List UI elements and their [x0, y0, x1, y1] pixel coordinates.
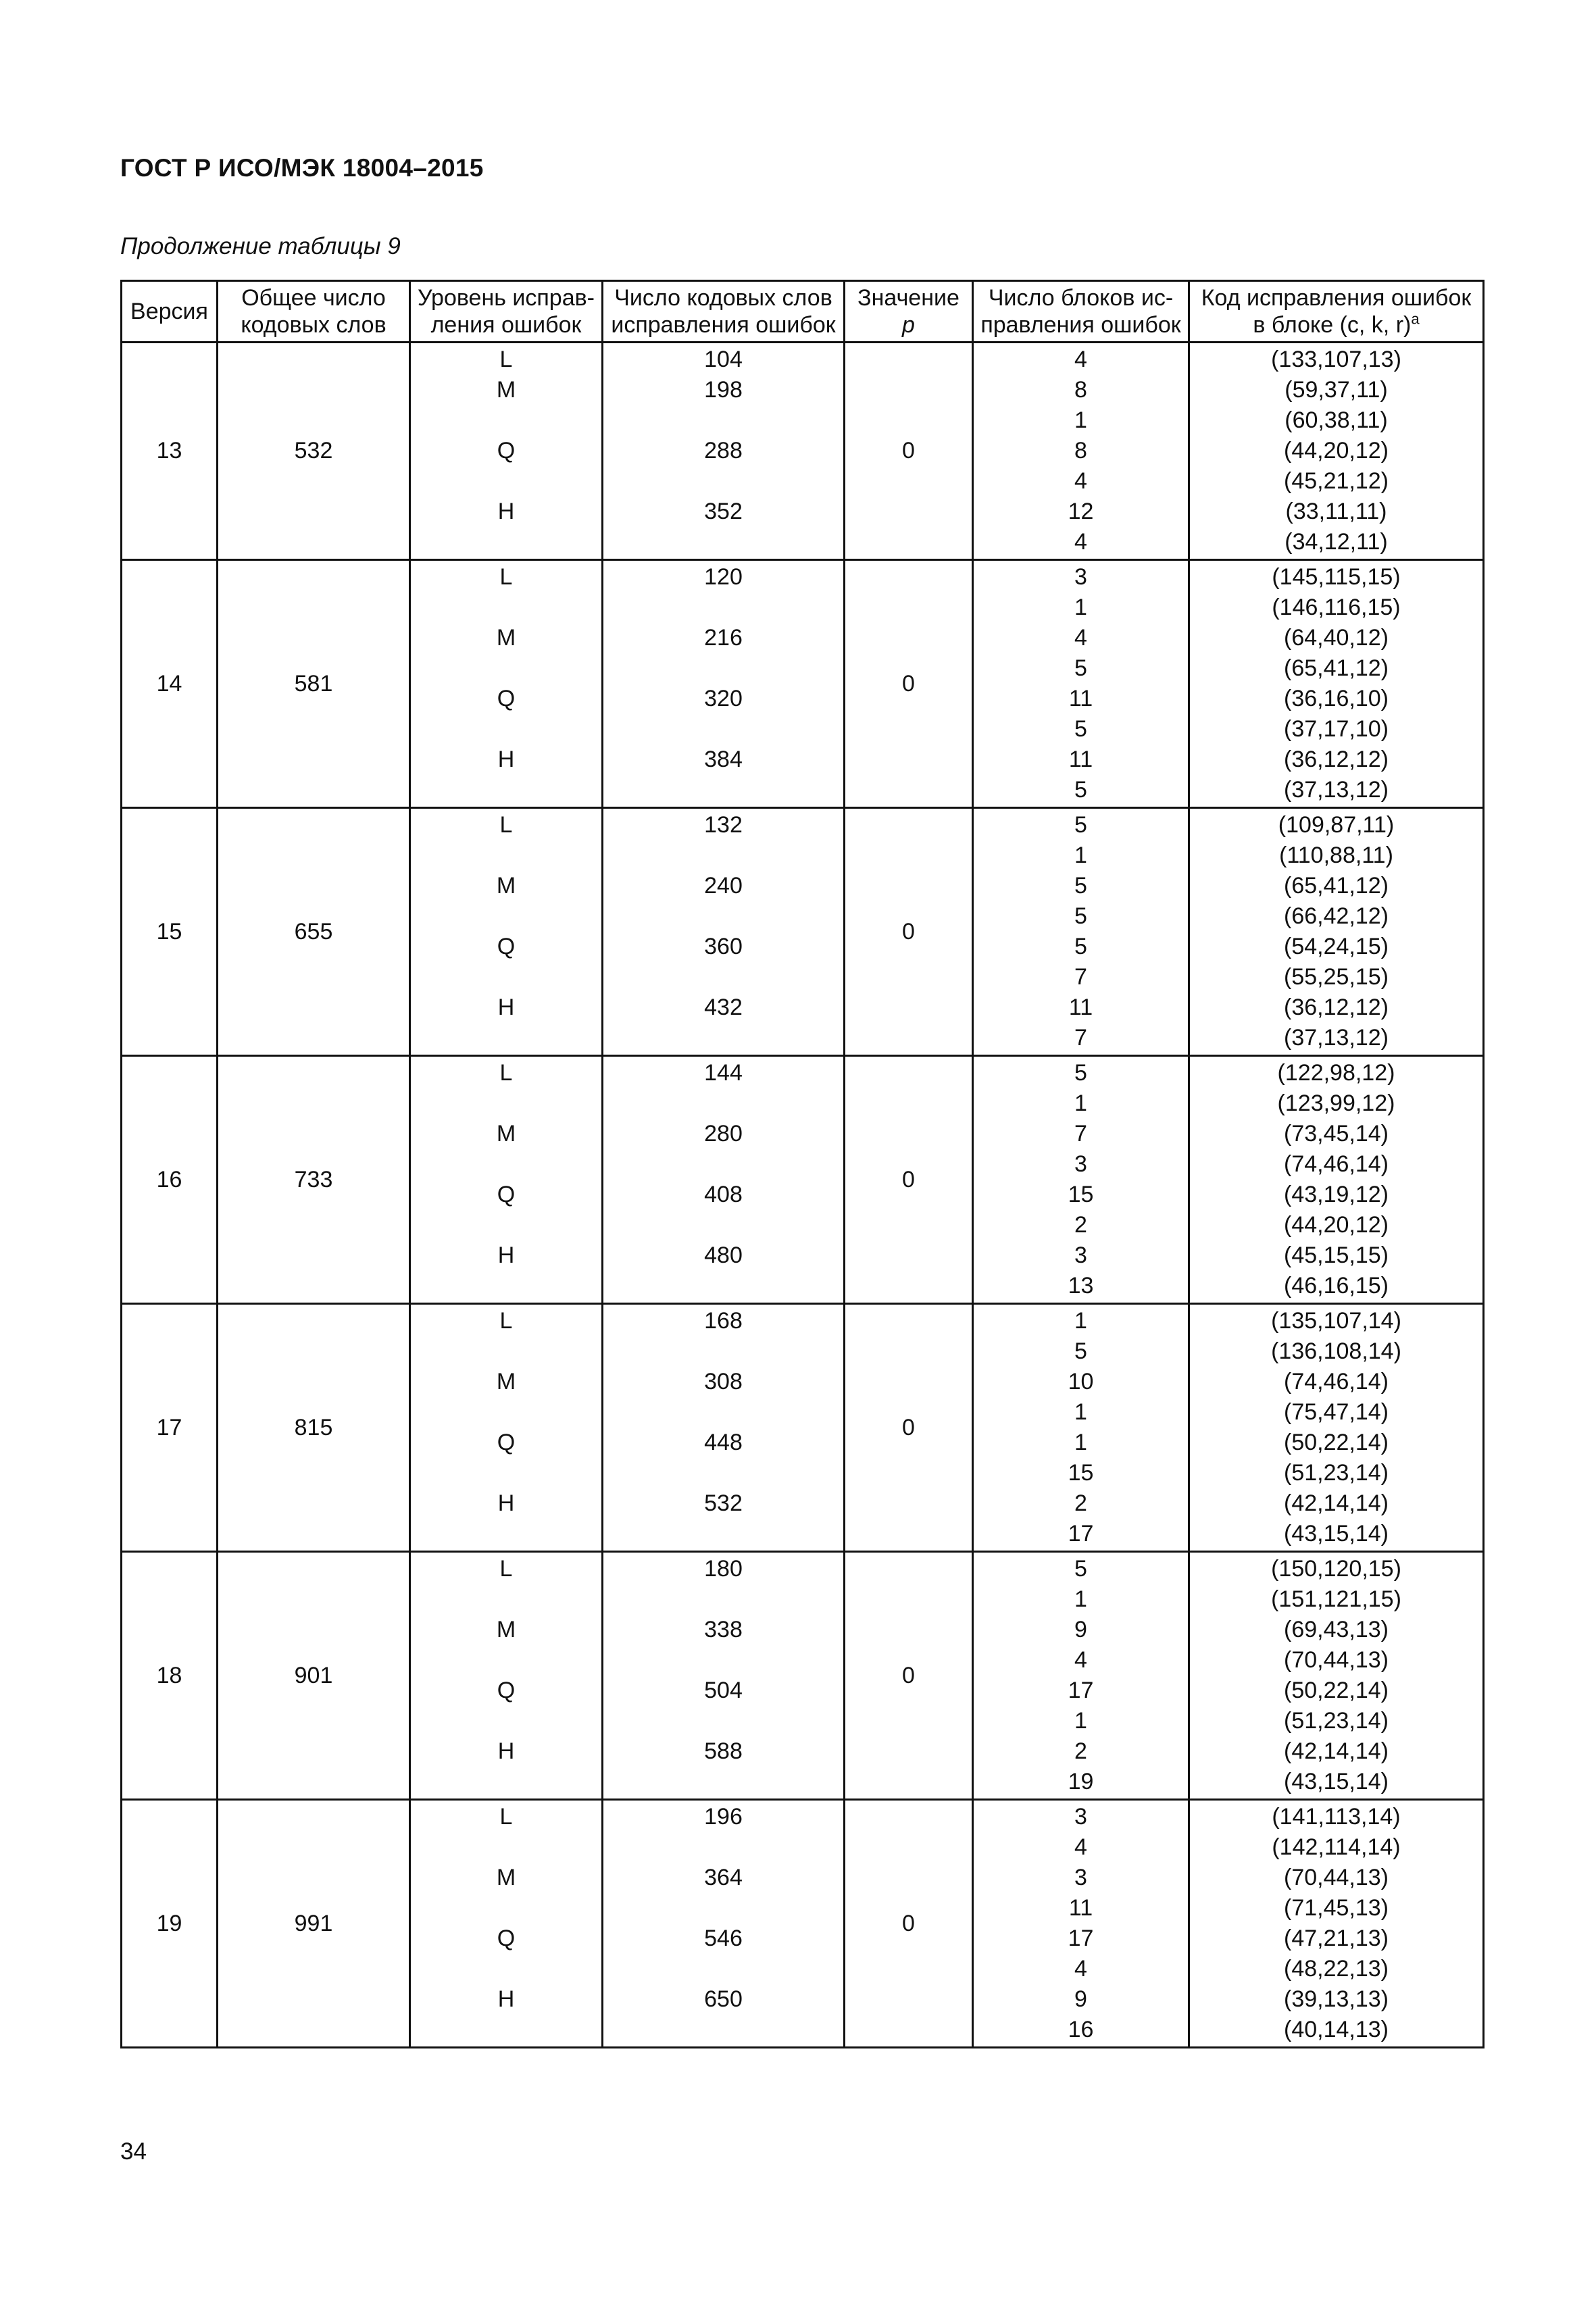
ec-block-code: (43,15,14)	[1284, 1769, 1389, 1794]
ec-block-count: 11	[1068, 686, 1093, 711]
cell-p-value: 0	[845, 560, 973, 808]
ec-level-value	[411, 1706, 601, 1736]
col-header-p-value: Значение p	[845, 281, 973, 343]
ec-codewords-value	[603, 1832, 843, 1863]
ec-level-value	[411, 901, 601, 932]
cell-ec-levels	[410, 1800, 603, 2048]
ec-block-code: (71,45,13)	[1284, 1895, 1389, 1921]
cell-ec-blocks	[973, 1552, 1189, 1800]
ec-block-code: (145,115,15)	[1272, 564, 1401, 590]
cell-ec-codes	[1189, 1304, 1484, 1552]
ec-level-value: H	[497, 1986, 515, 2012]
ec-block-code: (37,17,10)	[1284, 716, 1389, 742]
ec-level-value	[411, 714, 601, 745]
cell-ec-blocks	[973, 343, 1189, 560]
cell-version: 16	[122, 1056, 218, 1304]
ec-block-count: 8	[1074, 377, 1087, 403]
col-header-ec-blocks: Число блоков ис- правления ошибок	[973, 281, 1189, 343]
col-header-ec-level: Уровень исправ- ления ошибок	[410, 281, 603, 343]
ec-codewords-value: 364	[704, 1865, 743, 1890]
ec-level-value: M	[496, 1865, 516, 1890]
ec-level-value	[411, 1271, 601, 1301]
ec-block-count: 3	[1074, 564, 1087, 590]
ec-block-code: (51,23,14)	[1284, 1460, 1389, 1486]
ec-level-value: H	[497, 1738, 515, 1764]
ec-block-code: (70,44,13)	[1284, 1865, 1389, 1890]
ec-codewords-value	[603, 1088, 843, 1119]
ec-level-value	[411, 775, 601, 805]
ec-block-code: (45,21,12)	[1284, 468, 1389, 494]
ec-codewords-value: 308	[704, 1369, 743, 1394]
ec-level-value	[411, 962, 601, 992]
col-header-total-codewords: Общее число кодовых слов	[218, 281, 410, 343]
ec-codewords-value	[603, 1584, 843, 1615]
cell-ec-codes	[1189, 1056, 1484, 1304]
cell-ec-codewords	[603, 1800, 845, 2048]
ec-block-code: (42,14,14)	[1284, 1490, 1389, 1516]
ec-level-value	[411, 593, 601, 623]
col-header-ec-codewords: Число кодовых слов исправления ошибок	[603, 281, 845, 343]
ec-block-count: 11	[1068, 1895, 1093, 1921]
ec-level-value: M	[496, 625, 516, 651]
ec-codewords-value	[603, 714, 843, 745]
ec-codewords-value	[603, 1023, 843, 1053]
ec-block-count: 3	[1074, 1242, 1087, 1268]
ec-block-count: 19	[1068, 1769, 1094, 1794]
ec-block-count: 1	[1074, 1308, 1087, 1334]
cell-ec-levels	[410, 1304, 603, 1552]
ec-codewords-value: 352	[704, 499, 743, 524]
ec-block-code: (73,45,14)	[1284, 1121, 1389, 1147]
ec-codewords-value: 198	[704, 377, 743, 403]
ec-codewords-value: 384	[704, 747, 743, 772]
ec-block-code: (50,22,14)	[1284, 1430, 1389, 1455]
document-header: ГОСТ Р ИСО/МЭК 18004–2015	[120, 154, 484, 182]
ec-level-value: H	[497, 1242, 515, 1268]
ec-level-value	[411, 653, 601, 684]
ec-block-code: (109,87,11)	[1278, 812, 1395, 838]
ec-block-count: 9	[1074, 1986, 1087, 2012]
ec-level-value	[411, 1023, 601, 1053]
ec-block-count: 1	[1074, 407, 1087, 433]
ec-codewords-value: 320	[704, 686, 743, 711]
ec-block-count: 1	[1074, 1090, 1087, 1116]
ec-level-value	[411, 1458, 601, 1488]
ec-block-count: 2	[1074, 1490, 1087, 1516]
page-number: 34	[120, 2138, 147, 2165]
cell-version: 17	[122, 1304, 218, 1552]
ec-block-code: (133,107,13)	[1271, 347, 1401, 372]
ec-block-count: 1	[1074, 1399, 1087, 1425]
ec-level-value: H	[497, 747, 515, 772]
ec-block-code: (122,98,12)	[1277, 1060, 1395, 1086]
ec-block-code: (46,16,15)	[1284, 1273, 1389, 1299]
ec-codewords-value: 240	[704, 873, 743, 899]
cell-ec-codes	[1189, 1800, 1484, 2048]
ec-level-value: L	[499, 1804, 513, 1830]
cell-ec-codewords	[603, 343, 845, 560]
ec-block-code: (48,22,13)	[1284, 1956, 1389, 1982]
ec-level-value: H	[497, 499, 515, 524]
ec-block-code: (150,120,15)	[1271, 1556, 1401, 1582]
ec-block-code: (40,14,13)	[1284, 2017, 1389, 2042]
ec-codewords-value	[603, 1397, 843, 1428]
ec-level-value: H	[497, 1490, 515, 1516]
ec-block-code: (43,15,14)	[1284, 1521, 1389, 1546]
ec-codewords-value	[603, 1767, 843, 1797]
cell-ec-levels	[410, 560, 603, 808]
ec-level-value: Q	[497, 1678, 516, 1703]
ec-block-code: (51,23,14)	[1284, 1708, 1389, 1734]
cell-ec-blocks	[973, 1800, 1189, 2048]
cell-ec-levels	[410, 1056, 603, 1304]
ec-level-value	[411, 1832, 601, 1863]
ec-codewords-value: 180	[704, 1556, 743, 1582]
ec-block-code: (47,21,13)	[1284, 1926, 1389, 1951]
ec-block-count: 10	[1068, 1369, 1094, 1394]
ec-codewords-value	[603, 1271, 843, 1301]
ec-block-code: (42,14,14)	[1284, 1738, 1389, 1764]
ec-codewords-value: 338	[704, 1617, 743, 1642]
cell-ec-blocks	[973, 560, 1189, 808]
table-row	[122, 1304, 1484, 1552]
ec-block-count: 8	[1074, 438, 1087, 463]
ec-codewords-value	[603, 840, 843, 871]
ec-codewords-value: 448	[704, 1430, 743, 1455]
ec-block-count: 17	[1068, 1926, 1094, 1951]
ec-level-value	[411, 1645, 601, 1676]
ec-block-code: (36,12,12)	[1284, 995, 1389, 1020]
cell-p-value: 0	[845, 343, 973, 560]
ec-level-value	[411, 1954, 601, 1984]
ec-block-count: 15	[1068, 1460, 1094, 1486]
col-header-ec-code: Код исправления ошибок в блоке (c, k, r)$^a$	[1189, 281, 1484, 343]
ec-block-count: 11	[1068, 747, 1093, 772]
ec-level-value	[411, 1397, 601, 1428]
ec-level-value	[411, 1088, 601, 1119]
ec-block-count: 5	[1074, 716, 1087, 742]
cell-ec-codes	[1189, 560, 1484, 808]
col-header-version: Версия	[122, 281, 218, 343]
ec-block-count: 17	[1068, 1678, 1094, 1703]
ec-block-code: (142,114,14)	[1272, 1834, 1401, 1860]
ec-block-count: 16	[1068, 2017, 1094, 2042]
ec-block-code: (37,13,12)	[1284, 1025, 1389, 1051]
ec-level-value	[411, 527, 601, 557]
ec-block-count: 5	[1074, 873, 1087, 899]
ec-level-value: M	[496, 377, 516, 403]
ec-codewords-value: 280	[704, 1121, 743, 1147]
ec-codewords-value: 120	[704, 564, 743, 590]
ec-block-code: (74,46,14)	[1284, 1151, 1389, 1177]
ec-block-code: (33,11,11)	[1285, 499, 1387, 524]
ec-level-value: M	[496, 1121, 516, 1147]
ec-block-count: 4	[1074, 625, 1087, 651]
ec-block-count: 11	[1068, 995, 1093, 1020]
cell-version: 18	[122, 1552, 218, 1800]
ec-block-count: 3	[1074, 1804, 1087, 1830]
cell-total-codewords: 815	[218, 1304, 410, 1552]
ec-block-count: 4	[1074, 1647, 1087, 1673]
ec-block-count: 4	[1074, 468, 1087, 494]
ec-codewords-value	[603, 405, 843, 436]
ec-level-value: L	[499, 812, 513, 838]
ec-codewords-value	[603, 1210, 843, 1240]
cell-ec-levels	[410, 1552, 603, 1800]
ec-codewords-value: 216	[704, 625, 743, 651]
table-row	[122, 808, 1484, 1056]
ec-block-count: 5	[1074, 1338, 1087, 1364]
ec-block-count: 15	[1068, 1182, 1094, 1207]
ec-block-count: 2	[1074, 1212, 1087, 1238]
table-row	[122, 1800, 1484, 2048]
ec-codewords-value: 546	[704, 1926, 743, 1951]
ec-block-code: (110,88,11)	[1279, 842, 1393, 868]
ec-block-count: 4	[1074, 529, 1087, 555]
ec-block-count: 5	[1074, 655, 1087, 681]
ec-block-count: 2	[1074, 1738, 1087, 1764]
ec-level-value: Q	[497, 1926, 516, 1951]
ec-block-code: (141,113,14)	[1272, 1804, 1401, 1830]
ec-block-code: (70,44,13)	[1284, 1647, 1389, 1673]
ec-codewords-value: 288	[704, 438, 743, 463]
cell-ec-codewords	[603, 560, 845, 808]
cell-ec-blocks	[973, 1304, 1189, 1552]
ec-codewords-value: 360	[704, 934, 743, 959]
cell-p-value: 0	[845, 808, 973, 1056]
ec-codewords-value	[603, 901, 843, 932]
ec-block-code: (34,12,11)	[1285, 529, 1388, 555]
cell-ec-codewords	[603, 808, 845, 1056]
ec-level-value: Q	[497, 438, 516, 463]
ec-codewords-value	[603, 2015, 843, 2045]
ec-block-count: 1	[1074, 1586, 1087, 1612]
ec-level-value: L	[499, 1556, 513, 1582]
cell-version: 19	[122, 1800, 218, 2048]
ec-block-count: 4	[1074, 1956, 1087, 1982]
cell-p-value: 0	[845, 1304, 973, 1552]
ec-block-count: 4	[1074, 347, 1087, 372]
ec-codewords-value: 408	[704, 1182, 743, 1207]
ec-table	[120, 280, 1485, 2048]
cell-p-value: 0	[845, 1056, 973, 1304]
ec-level-value	[411, 1519, 601, 1549]
ec-codewords-value: 532	[704, 1490, 743, 1516]
ec-block-count: 5	[1074, 903, 1087, 929]
ec-block-count: 7	[1074, 1025, 1087, 1051]
ec-level-value: L	[499, 1308, 513, 1334]
ec-block-code: (146,116,15)	[1272, 595, 1401, 620]
cell-ec-codewords	[603, 1056, 845, 1304]
ec-block-count: 4	[1074, 1834, 1087, 1860]
ec-block-code: (69,43,13)	[1284, 1617, 1389, 1642]
ec-level-value	[411, 2015, 601, 2045]
ec-codewords-value	[603, 1893, 843, 1923]
ec-codewords-value: 588	[704, 1738, 743, 1764]
ec-codewords-value: 650	[704, 1986, 743, 2012]
ec-codewords-value: 168	[704, 1308, 743, 1334]
ec-codewords-value	[603, 1706, 843, 1736]
cell-total-codewords: 991	[218, 1800, 410, 2048]
cell-ec-levels	[410, 343, 603, 560]
ec-block-code: (74,46,14)	[1284, 1369, 1389, 1394]
ec-codewords-value	[603, 1458, 843, 1488]
ec-block-code: (66,42,12)	[1284, 903, 1389, 929]
ec-level-value: Q	[497, 1182, 516, 1207]
ec-block-count: 12	[1068, 499, 1094, 524]
ec-block-code: (136,108,14)	[1271, 1338, 1401, 1364]
ec-block-count: 9	[1074, 1617, 1087, 1642]
cell-p-value: 0	[845, 1800, 973, 2048]
cell-ec-codewords	[603, 1304, 845, 1552]
cell-ec-levels	[410, 808, 603, 1056]
ec-block-code: (44,20,12)	[1284, 438, 1389, 463]
cell-ec-blocks	[973, 808, 1189, 1056]
cell-total-codewords: 532	[218, 343, 410, 560]
ec-block-code: (151,121,15)	[1271, 1586, 1401, 1612]
ec-codewords-value	[603, 1519, 843, 1549]
cell-p-value: 0	[845, 1552, 973, 1800]
cell-ec-blocks	[973, 1056, 1189, 1304]
cell-total-codewords: 581	[218, 560, 410, 808]
ec-block-count: 17	[1068, 1521, 1094, 1546]
ec-level-value	[411, 840, 601, 871]
ec-level-value: Q	[497, 934, 516, 959]
table-row	[122, 1552, 1484, 1800]
cell-total-codewords: 655	[218, 808, 410, 1056]
ec-block-count: 7	[1074, 964, 1087, 990]
ec-level-value: M	[496, 1617, 516, 1642]
ec-block-count: 1	[1074, 595, 1087, 620]
ec-block-code: (123,99,12)	[1277, 1090, 1395, 1116]
ec-block-code: (37,13,12)	[1284, 777, 1389, 803]
ec-codewords-value: 432	[704, 995, 743, 1020]
ec-codewords-value: 196	[704, 1804, 743, 1830]
ec-codewords-value: 104	[704, 347, 743, 372]
cell-total-codewords: 901	[218, 1552, 410, 1800]
ec-block-count: 5	[1074, 934, 1087, 959]
ec-codewords-value	[603, 1149, 843, 1180]
ec-codewords-value	[603, 466, 843, 497]
ec-block-count: 5	[1074, 1060, 1087, 1086]
table-header-row	[122, 281, 1484, 343]
ec-block-code: (54,24,15)	[1284, 934, 1389, 959]
ec-block-count: 7	[1074, 1121, 1087, 1147]
ec-level-value	[411, 1149, 601, 1180]
ec-codewords-value	[603, 593, 843, 623]
ec-block-count: 3	[1074, 1151, 1087, 1177]
ec-codewords-value	[603, 1336, 843, 1367]
ec-codewords-value	[603, 1954, 843, 1984]
ec-codewords-value	[603, 962, 843, 992]
cell-ec-codewords	[603, 1552, 845, 1800]
ec-level-value: H	[497, 995, 515, 1020]
ec-block-code: (55,25,15)	[1284, 964, 1389, 990]
ec-level-value: Q	[497, 1430, 516, 1455]
cell-ec-codes	[1189, 1552, 1484, 1800]
ec-block-code: (50,22,14)	[1284, 1678, 1389, 1703]
ec-block-code: (36,12,12)	[1284, 747, 1389, 772]
ec-level-value: M	[496, 1369, 516, 1394]
ec-codewords-value	[603, 1645, 843, 1676]
ec-codewords-value	[603, 775, 843, 805]
ec-codewords-value	[603, 527, 843, 557]
table-row	[122, 343, 1484, 560]
ec-level-value	[411, 1210, 601, 1240]
table-row	[122, 1056, 1484, 1304]
cell-total-codewords: 733	[218, 1056, 410, 1304]
ec-block-code: (75,47,14)	[1284, 1399, 1389, 1425]
ec-block-code: (65,41,12)	[1284, 655, 1389, 681]
ec-level-value: L	[499, 347, 513, 372]
ec-block-count: 1	[1074, 1708, 1087, 1734]
ec-block-count: 5	[1074, 1556, 1087, 1582]
ec-block-count: 3	[1074, 1865, 1087, 1890]
ec-block-code: (43,19,12)	[1284, 1182, 1389, 1207]
ec-block-code: (45,15,15)	[1284, 1242, 1389, 1268]
ec-block-code: (59,37,11)	[1285, 377, 1388, 403]
ec-block-count: 1	[1074, 842, 1087, 868]
ec-level-value: M	[496, 873, 516, 899]
cell-version: 15	[122, 808, 218, 1056]
ec-codewords-value	[603, 653, 843, 684]
ec-block-code: (135,107,14)	[1271, 1308, 1401, 1334]
ec-block-count: 13	[1068, 1273, 1094, 1299]
ec-block-count: 1	[1074, 1430, 1087, 1455]
ec-codewords-value: 480	[704, 1242, 743, 1268]
table-caption: Продолжение таблицы 9	[120, 233, 401, 259]
cell-ec-codes	[1189, 343, 1484, 560]
ec-level-value	[411, 405, 601, 436]
ec-block-code: (39,13,13)	[1284, 1986, 1389, 2012]
ec-level-value	[411, 1893, 601, 1923]
ec-block-count: 5	[1074, 812, 1087, 838]
ec-level-value	[411, 1584, 601, 1615]
ec-codewords-value: 144	[704, 1060, 743, 1086]
ec-codewords-value: 504	[704, 1678, 743, 1703]
ec-block-count: 5	[1074, 777, 1087, 803]
ec-block-code: (60,38,11)	[1285, 407, 1388, 433]
cell-version: 13	[122, 343, 218, 560]
ec-level-value	[411, 1336, 601, 1367]
cell-ec-codes	[1189, 808, 1484, 1056]
ec-codewords-value: 132	[704, 812, 743, 838]
ec-level-value	[411, 466, 601, 497]
ec-level-value: Q	[497, 686, 516, 711]
cell-version: 14	[122, 560, 218, 808]
ec-level-value: L	[499, 564, 513, 590]
table-row	[122, 560, 1484, 808]
ec-level-value: L	[499, 1060, 513, 1086]
ec-block-code: (36,16,10)	[1284, 686, 1389, 711]
ec-block-code: (44,20,12)	[1284, 1212, 1389, 1238]
ec-block-code: (64,40,12)	[1284, 625, 1389, 651]
ec-block-code: (65,41,12)	[1284, 873, 1389, 899]
ec-level-value	[411, 1767, 601, 1797]
